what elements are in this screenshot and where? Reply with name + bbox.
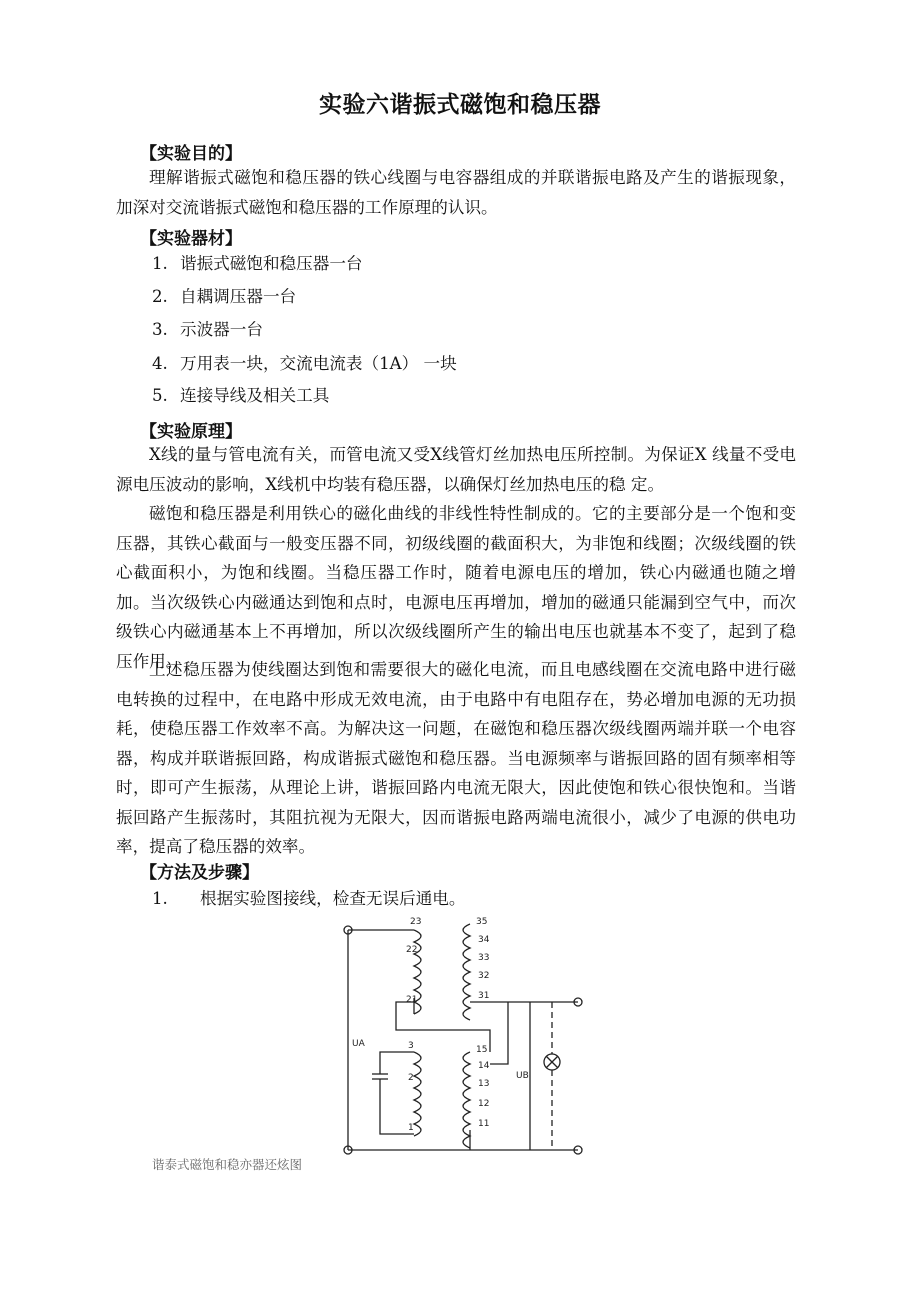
step-item xyxy=(152,885,466,909)
coil-secondary-top xyxy=(463,924,470,1020)
coil-resonant xyxy=(414,1052,421,1136)
step-text: 根据实验图接线，检查无误后通电。 xyxy=(200,889,466,908)
circuit-diagram xyxy=(330,912,600,1162)
figure-caption: 谐泰式磁饱和稳亦器还炫图 xyxy=(152,1157,303,1172)
item-text: 自耦调压器一台 xyxy=(180,287,297,306)
section-heading-equipment: 【实验器材】 xyxy=(140,229,242,249)
item-number: 5. xyxy=(152,386,168,405)
label-14: 14 xyxy=(478,1061,490,1071)
principle-paragraph-3: 上述稳压器为使线圈达到饱和需要很大的磁化电流，而且电感线圈在交流电路中进行磁电转换的过程中，在电路中形成无效电流，由于电路中有电阻存在，势必增加电源的无功损耗，使稳压器工作效率不高。为解决这一问题，在磁饱和稳压器次级线圈两端并联一个电容器，构成并联谐振回路，构成谐振式磁饱和稳压器。当电源频率与谐振回路的固有频率相等时，即可产生振荡，从理论上讲，谐振回路内电流无限大，因此使饱和铁心很快饱和。当谐振回路产生振荡时，其阻抗视为无限大，因而谐振电路两端电流很小，减少了电源的供电功率，提高了稳压器的效率。 xyxy=(116,660,796,856)
equipment-item xyxy=(152,350,457,374)
principle-paragraph-1: X线的量与管电流有关，而管电流又受X线管灯丝加热电压所控制。为保证X 线量不受电源电压波动的影响，X线机中均装有稳压器，以确保灯丝加热电压的稳 定。 xyxy=(116,445,796,494)
equipment-item xyxy=(152,283,296,307)
label-31: 31 xyxy=(478,991,490,1001)
section-heading-principle: 【实验原理】 xyxy=(140,422,242,442)
item-number: 2. xyxy=(152,287,168,306)
item-number: 1. xyxy=(152,254,168,273)
item-text: 谐振式磁饱和稳压器一台 xyxy=(180,254,363,273)
label-32: 32 xyxy=(478,971,490,981)
label-3: 3 xyxy=(408,1041,414,1051)
item-number: 3. xyxy=(152,320,168,339)
label-11: 11 xyxy=(478,1119,490,1129)
page-title: 实验六谐振式磁饱和稳压器 xyxy=(319,92,601,118)
equipment-item xyxy=(152,250,363,274)
item-text: 示波器一台 xyxy=(180,320,263,339)
section-heading-steps: 【方法及步骤】 xyxy=(140,863,259,883)
label-21: 21 xyxy=(406,995,418,1005)
label-15: 15 xyxy=(476,1045,488,1055)
label-22: 22 xyxy=(406,945,418,955)
purpose-paragraph: 理解谐振式磁饱和稳压器的铁心线圈与电容器组成的并联谐振电路及产生的谐振现象，加深对交流谐振式磁饱和稳压器的工作原理的认识。 xyxy=(116,168,796,217)
section-heading-purpose: 【实验目的】 xyxy=(140,144,242,164)
principle-paragraph-2: 磁饱和稳压器是利用铁心的磁化曲线的非线性特性制成的。它的主要部分是一个饱和变压器，其铁心截面与一般变压器不同，初级线圈的截面积大，为非饱和线圈；次级线圈的铁心截面积小，为饱和线圈。当稳压器工作时，随着电源电压的增加，铁心内磁通也随之增加。当次级铁心内磁通达到饱和点时，电源电压再增加，增加的磁通只能漏到空气中，而次级铁心内磁通基本上不再增加，所以次级线圈所产生的输出电压也就基本不变了，起到了稳压作用。 xyxy=(116,504,796,671)
equipment-item xyxy=(152,316,263,340)
item-text: 连接导线及相关工具 xyxy=(180,386,330,405)
capacitor-lead-top xyxy=(380,1052,414,1074)
item-text: 万用表一块，交流电流表（1A） 一块 xyxy=(180,354,457,373)
label-2: 2 xyxy=(408,1073,414,1083)
coil-secondary-bottom xyxy=(463,1052,470,1148)
label-33: 33 xyxy=(478,953,490,963)
label-input-voltage: UA xyxy=(352,1039,365,1049)
tap-wire xyxy=(490,1002,508,1064)
label-23: 23 xyxy=(410,917,422,927)
label-output-voltage: UB xyxy=(516,1071,529,1081)
step-number: 1. xyxy=(152,889,168,908)
label-13: 13 xyxy=(478,1079,490,1089)
label-34: 34 xyxy=(478,935,490,945)
label-35: 35 xyxy=(476,917,488,927)
equipment-item xyxy=(152,382,329,406)
label-12: 12 xyxy=(478,1099,490,1109)
label-1: 1 xyxy=(408,1123,414,1133)
item-number: 4. xyxy=(152,354,168,373)
